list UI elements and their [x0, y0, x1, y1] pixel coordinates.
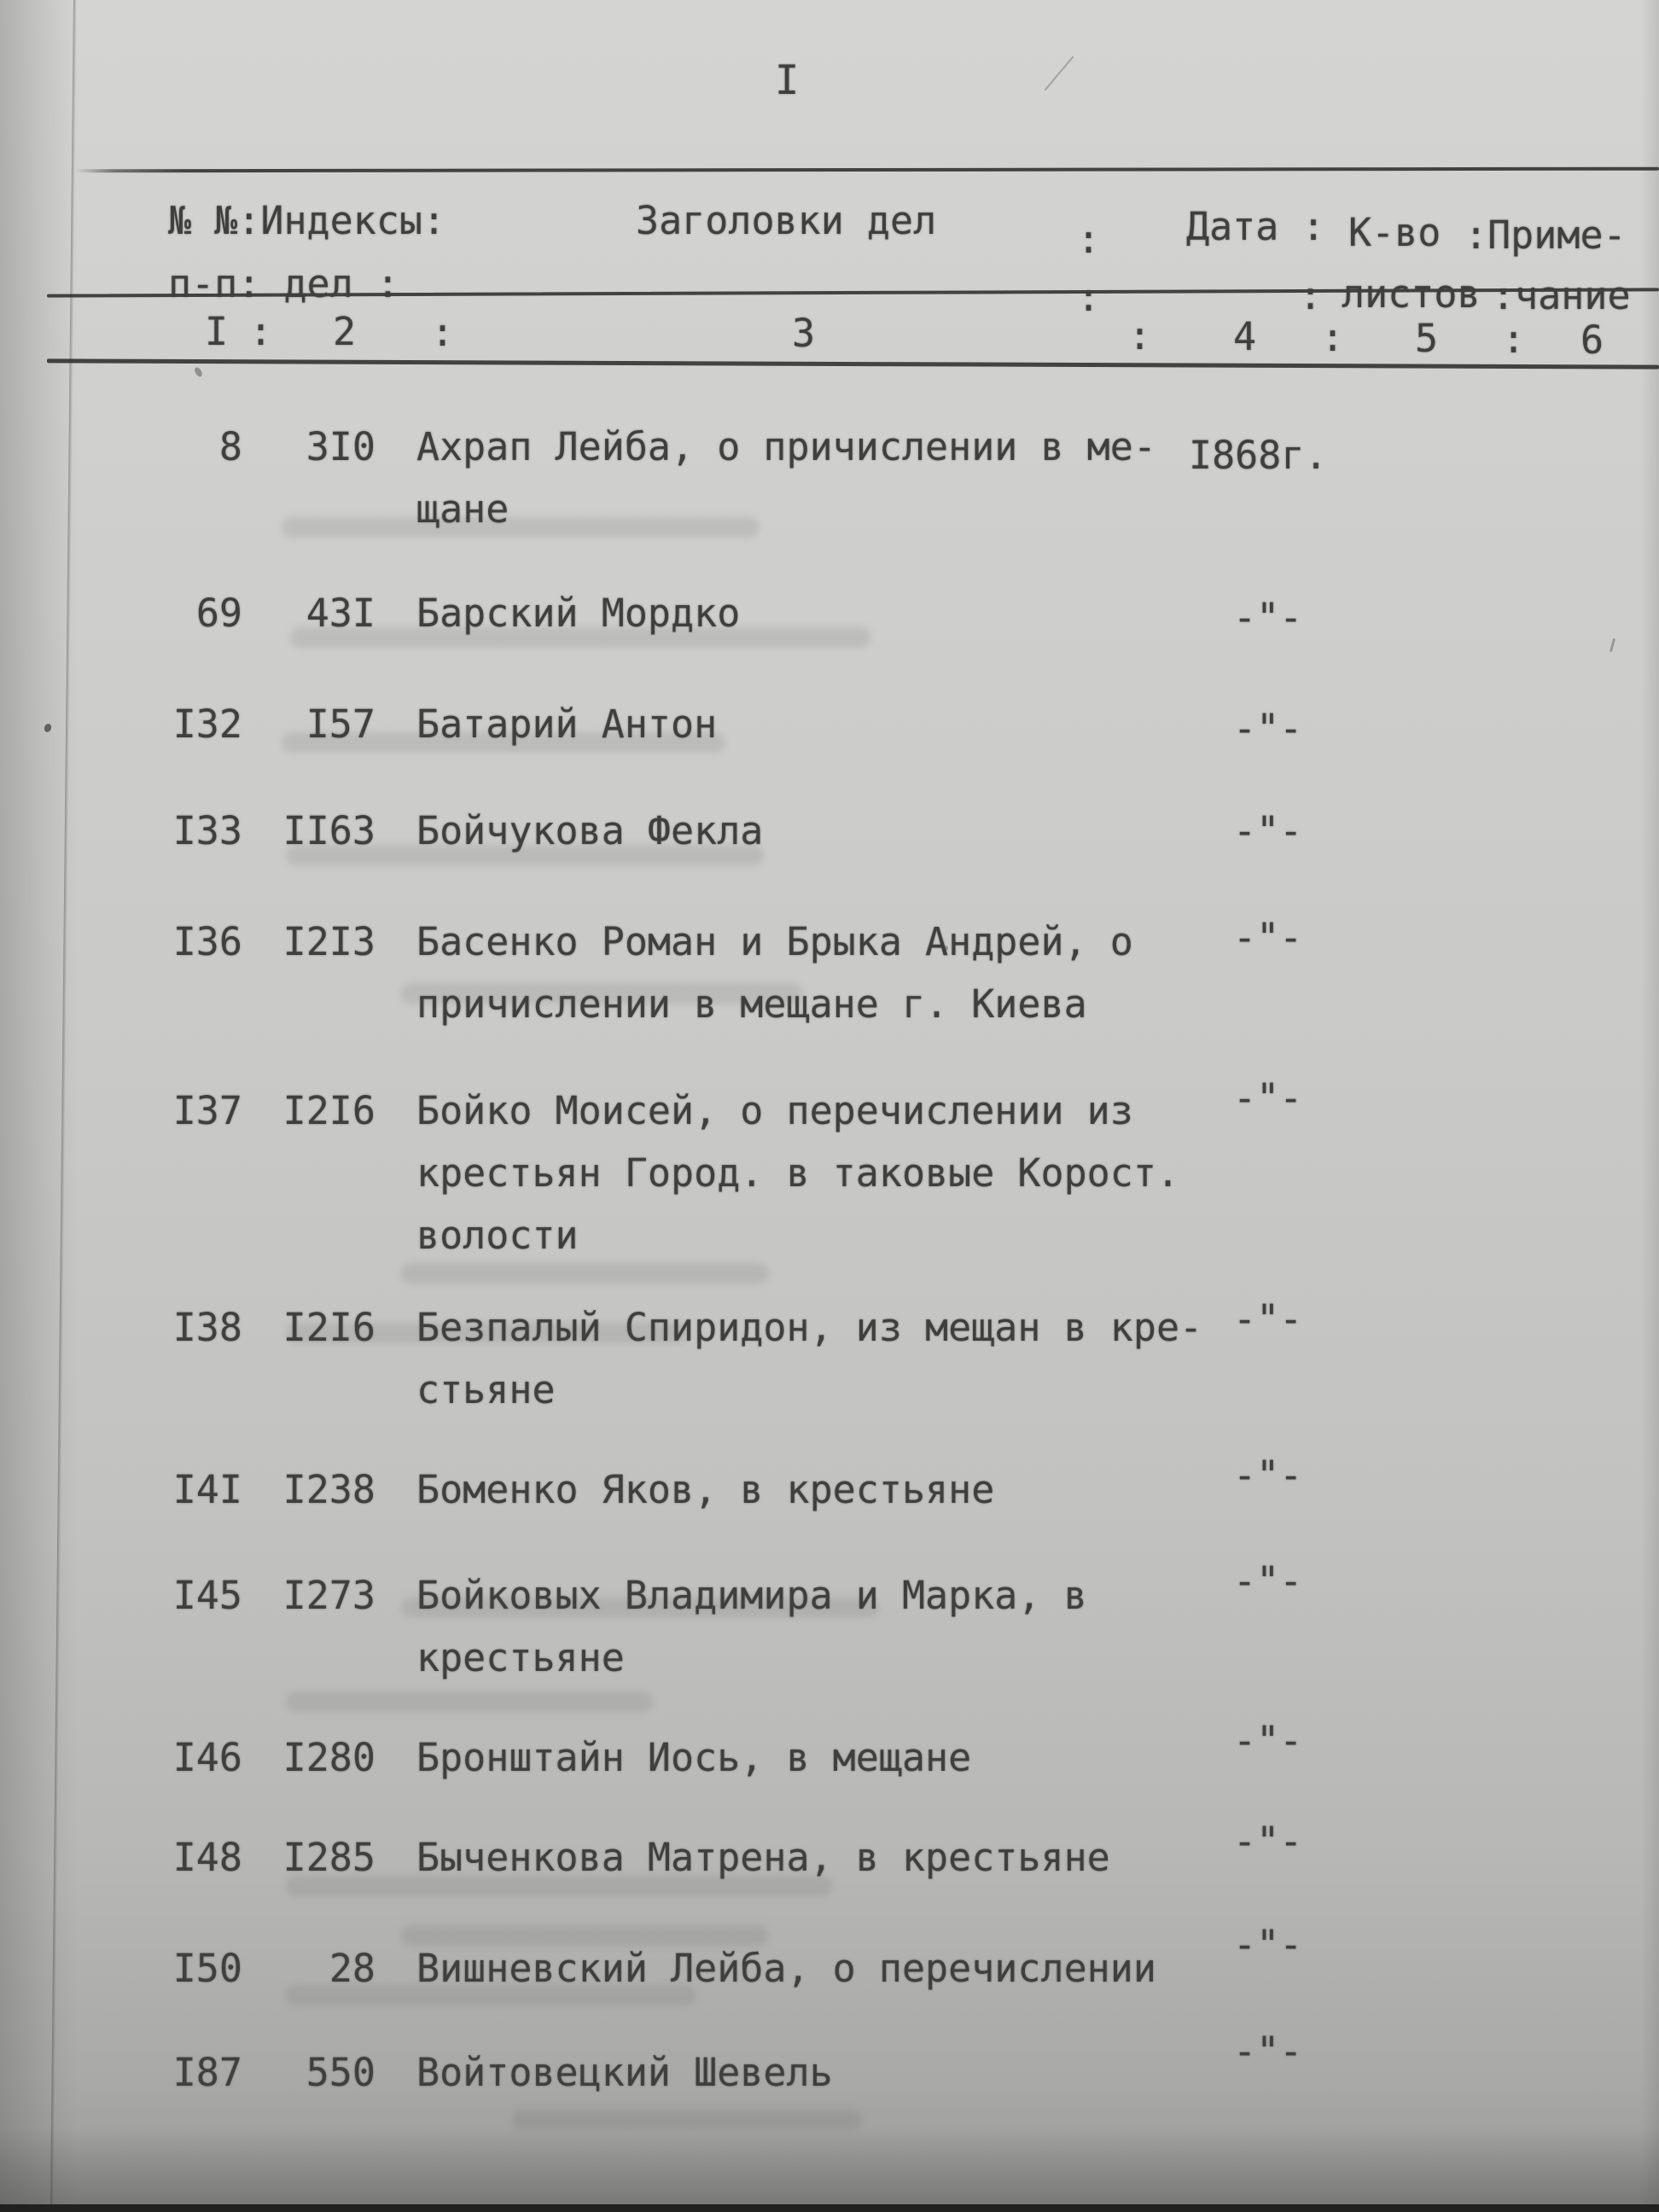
row-index: I2I6 [282, 1305, 375, 1350]
row-num: I48 [172, 1835, 242, 1880]
row-title-line: Бойковых Владимира и Марка, в [416, 1573, 1087, 1618]
row-num: I45 [172, 1573, 242, 1618]
row-title-line: Безпалый Спиридон, из мещан в кре- [416, 1305, 1203, 1350]
ink-speck [193, 366, 203, 378]
table-top-rule [75, 167, 1659, 173]
row-index: I57 [306, 701, 375, 747]
row-index: I273 [282, 1573, 375, 1618]
header-col-sheet-count-line2: листов [1342, 271, 1481, 317]
header-col-sheet-count-line1: К-во [1348, 210, 1441, 255]
row-date-ditto: -"- [1233, 2029, 1303, 2074]
row-title-line: крестьяне [416, 1635, 625, 1680]
header-col-date: Дата : [1186, 204, 1325, 249]
page-right-edge-shadow [1640, 0, 1659, 2212]
row-title [416, 1937, 1156, 2000]
row-num: I32 [172, 701, 242, 747]
row-num: I38 [172, 1305, 242, 1350]
column-number-3: 3 [792, 311, 816, 356]
row-title-line: причислении в мещане г. Киева [416, 981, 1087, 1027]
header-separator-colon: : [1077, 275, 1101, 320]
scan-bed-strip [0, 2204, 1659, 2212]
header-col-num-index-line2: п-п: дел : [168, 261, 399, 306]
row-num: I87 [172, 2050, 242, 2095]
row-date-ditto: -"- [1233, 1819, 1303, 1864]
row-index: I2I6 [282, 1088, 375, 1133]
row-index: I280 [282, 1735, 375, 1780]
bleedthrough-smudge [512, 2110, 862, 2130]
header-separator-colon: : [1077, 217, 1101, 262]
bleedthrough-smudge [286, 1691, 653, 1712]
row-date-ditto: -"- [1233, 1452, 1303, 1498]
row-title [416, 1726, 971, 1789]
row-date-ditto: -"- [1233, 915, 1303, 960]
row-title-line: Бойчукова Фекла [416, 808, 764, 853]
row-title [416, 1458, 994, 1521]
row-title [416, 416, 1156, 540]
row-index: 3I0 [306, 424, 375, 469]
row-title [416, 2041, 833, 2104]
row-date-ditto: -"- [1233, 706, 1303, 751]
row-title-line: Батарий Антон [416, 701, 718, 747]
hairline-scratch [1045, 55, 1074, 90]
column-number-5: 5 [1415, 316, 1439, 361]
row-index: 43I [306, 591, 375, 636]
row-date-ditto: -"- [1233, 1718, 1303, 1763]
row-index: II63 [282, 808, 375, 853]
row-title [416, 800, 763, 862]
row-num: I37 [172, 1088, 242, 1133]
row-num: I50 [172, 1946, 242, 1991]
row-title [416, 1296, 1202, 1421]
column-separator-colon: : [1321, 315, 1345, 360]
row-title-line: Быченкова Матрена, в крестьяне [416, 1835, 1110, 1880]
row-date-ditto: -"- [1233, 808, 1303, 853]
column-number-2: 2 [333, 309, 357, 354]
column-number-1: I [205, 309, 229, 354]
row-date: I868г. [1189, 433, 1328, 478]
column-separator-colon: : [1502, 317, 1526, 362]
row-title [416, 911, 1133, 1035]
row-title [416, 1080, 1179, 1266]
row-index: 28 [329, 1946, 375, 1991]
row-date-ditto: -"- [1233, 1075, 1303, 1121]
row-num: I33 [172, 808, 242, 853]
column-number-4: 4 [1233, 314, 1257, 359]
header-col-num-index-line1: № №:Индексы: [168, 198, 446, 243]
row-index: I2I3 [282, 919, 375, 964]
row-title-line: волости [416, 1213, 579, 1258]
row-index: I238 [282, 1467, 375, 1512]
row-num: I36 [172, 919, 242, 964]
row-index: I285 [282, 1835, 375, 1880]
row-index: 550 [306, 2050, 375, 2095]
row-title-line: Бойко Моисей, о перечислении из [416, 1088, 1133, 1133]
header-col-titles: Заголовки дел [636, 198, 937, 243]
header-col-note-line1: :Приме- [1464, 212, 1627, 258]
row-title [416, 1564, 1087, 1689]
page-number: I [775, 57, 800, 104]
row-title [416, 693, 717, 755]
header-col-note-line2: :чание [1492, 273, 1631, 318]
row-title-line: крестьян Город. в таковые Корост. [416, 1150, 1180, 1196]
ink-speck [1610, 638, 1615, 652]
column-number-6: 6 [1580, 317, 1604, 363]
row-title [416, 582, 740, 644]
row-title-line: Вишневский Лейба, о перечислении [416, 1946, 1156, 1991]
row-num: I46 [172, 1735, 242, 1780]
page-left-edge-shadow [0, 0, 79, 2212]
row-num: I4I [172, 1467, 242, 1512]
header-sheet-count-colon: : [1299, 273, 1323, 318]
row-date-ditto: -"- [1233, 595, 1303, 640]
row-title-line: Ахрап Лейба, о причислении в ме- [416, 424, 1156, 469]
column-separator-colon: : [431, 310, 455, 355]
row-num: 69 [195, 591, 242, 636]
row-title [416, 1826, 1110, 1889]
row-title-line: стьяне [416, 1367, 556, 1412]
row-title-line: Бронштайн Иось, в мещане [416, 1735, 972, 1780]
row-title-line: Басенко Роман и Брыка Андрей, о [416, 919, 1133, 964]
row-title-line: Боменко Яков, в крестьяне [416, 1467, 995, 1512]
column-separator-colon: : [249, 309, 273, 354]
row-title-line: щане [416, 486, 509, 532]
row-date-ditto: -"- [1233, 1922, 1303, 1967]
row-num: 8 [218, 424, 242, 469]
row-date-ditto: -"- [1233, 1296, 1303, 1342]
row-title-line: Барский Мордко [416, 591, 741, 636]
column-separator-colon: : [1128, 313, 1152, 358]
page-bottom-shadow [0, 2128, 1659, 2204]
row-title-line: Войтовецкий Шевель [416, 2050, 833, 2095]
row-date-ditto: -"- [1233, 1558, 1303, 1604]
